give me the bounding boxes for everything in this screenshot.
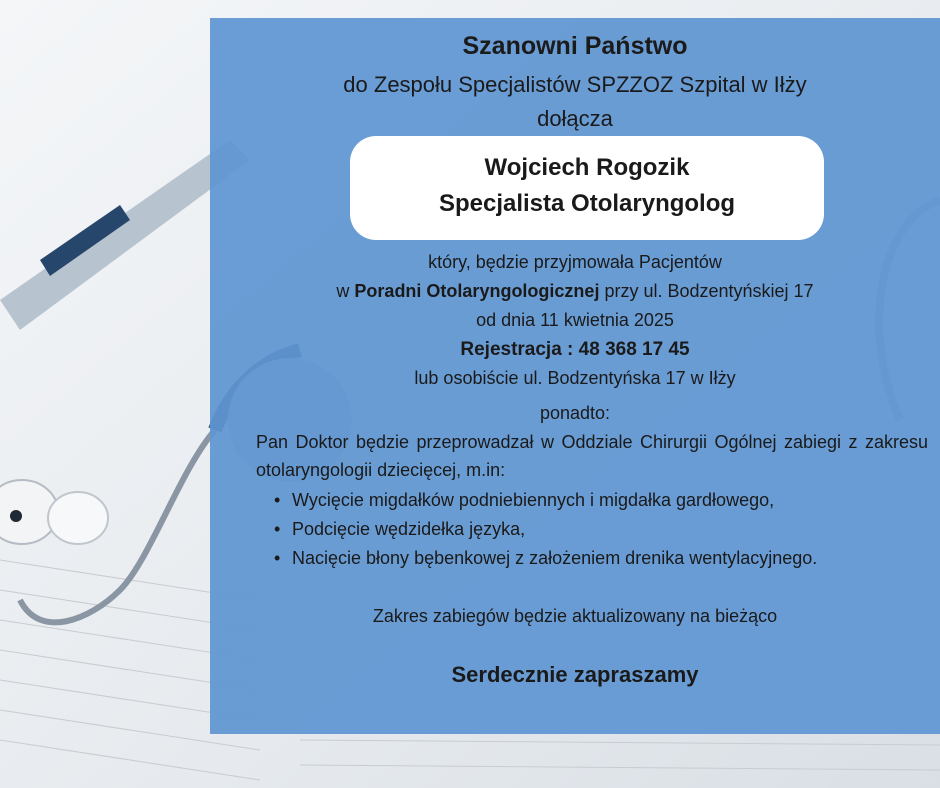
clinic-info (210, 248, 940, 428)
info-line: który, będzie przyjmowała Pacjentów (428, 252, 722, 272)
start-date: od dnia 11 kwietnia 2025 (476, 310, 674, 330)
additionally-label: ponadto: (539, 403, 611, 423)
announcement-panel (210, 18, 940, 734)
update-note: Zakres zabiegów będzie aktualizowany na bieżąco (372, 606, 778, 626)
intro-line: dołącza (537, 106, 613, 131)
clinic-name: Poradni Otolaryngologicznej (354, 281, 600, 301)
doctor-title: Specjalista Otolaryngolog (438, 190, 736, 217)
clinic-location-line (210, 277, 940, 306)
info-prefix: w (336, 281, 355, 301)
list-item: • Podcięcie wędzidełka języka, (270, 515, 930, 544)
registration-phone: Rejestracja : 48 368 17 45 (460, 339, 690, 360)
closing-text: Serdecznie zapraszamy (451, 662, 699, 687)
doctor-name: Wojciech Rogozik (484, 154, 690, 181)
intro-line: do Zespołu Specjalistów SPZZOZ Szpital w Iłży (343, 72, 807, 97)
list-item: • Wycięcie migdałków podniebiennych i migdałka gardłowego, (270, 486, 930, 515)
intro-text (210, 68, 940, 136)
doctor-name-box (350, 136, 824, 240)
clinic-address: przy ul. Bodzentyńskiej 17 (599, 281, 814, 301)
procedures-list (270, 486, 930, 573)
list-item: • Nacięcie błony bębenkowej z założeniem drenika wentylacyjnego. (270, 544, 930, 573)
greeting-heading: Szanowni Państwo (462, 32, 688, 60)
procedures-intro: Pan Doktor będzie przeprowadzał w Oddziale Chirurgii Ogólnej zabiegi z zakresu otolaryngologii dziecięcej, m.in: (256, 432, 928, 480)
in-person-registration: lub osobiście ul. Bodzentyńska 17 w Iłży (414, 368, 736, 388)
